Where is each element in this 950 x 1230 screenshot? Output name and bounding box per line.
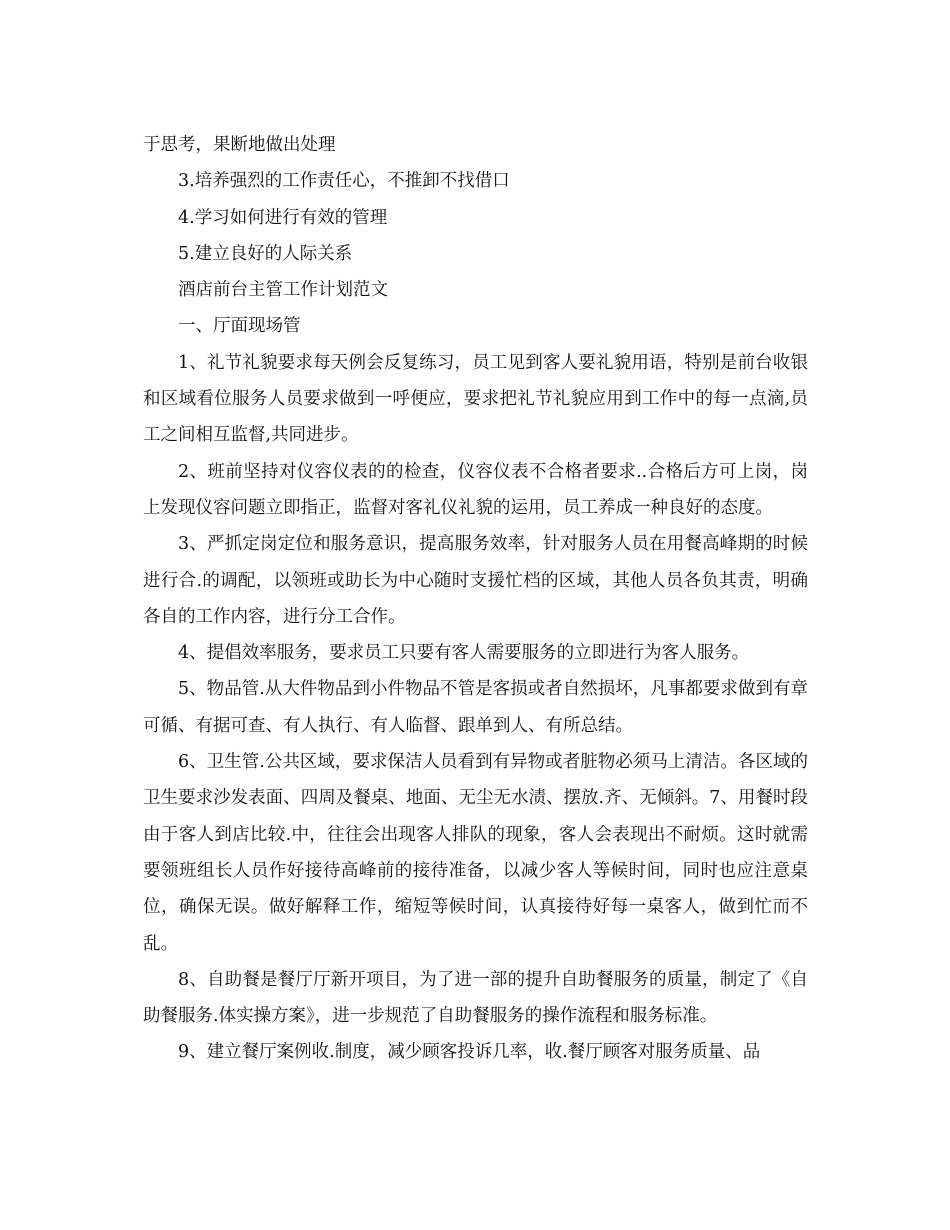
- paragraph: 1、礼节礼貌要求每天例会反复练习，员工见到客人要礼貌用语，特别是前台收银和区域看位服务人员要求做到一呼便应，要求把礼节礼貌应用到工作中的每一点滴,员工之间相互监督,共同进步。: [143, 352, 808, 446]
- section-heading: 一、厅面现场管: [178, 316, 301, 337]
- section-title: 酒店前台主管工作计划范文: [178, 280, 388, 301]
- paragraph: 4、提倡效率服务，要求员工只要有客人需要服务的立即进行为客人服务。: [178, 643, 750, 664]
- paragraph: 8、自助餐是餐厅厅新开项目，为了进一部的提升自助餐服务的质量，制定了《自助餐服务.体实操方案》，进一步规范了自助餐服务的操作流程和服务标准。: [143, 969, 808, 1027]
- document-body: [143, 127, 808, 1071]
- paragraph: 3、严抓定岗定位和服务意识，提高服务效率，针对服务人员在用餐高峰期的时候进行合.的调配，以领班或助长为中心随时支援忙档的区域，其他人员各负其责，明确各自的工作内容，进行分工合作。: [143, 534, 808, 627]
- paragraph: 6、卫生管.公共区域，要求保洁人员看到有异物或者脏物必须马上清洁。各区域的卫生要求沙发表面、四周及餐桌、地面、无尘无水渍、摆放.齐、无倾斜。7、用餐时段由于客人到店比较.中，往往会出现客人排队的现象，客人会表现出不耐烦。这时就需要领班组长人员作好接待高峰前的接待准备，以减少客人等候时间，同时也应注意桌位，确保无误。做好解释工作，缩短等候时间，认真接待好每一桌客人，做到忙而不乱。: [143, 752, 808, 954]
- paragraph: 9、建立餐厅案例收.制度，减少顾客投诉几率，收.餐厅顾客对服务质量、品: [178, 1042, 761, 1063]
- list-item: 3.培养强烈的工作责任心，不推卸不找借口: [178, 171, 510, 192]
- paragraph: 2、班前坚持对仪容仪表的的检查，仪容仪表不合格者要求..合格后方可上岗，岗上发现仪容问题立即指正，监督对客礼仪礼貌的运用，员工养成一种良好的态度。: [143, 461, 808, 518]
- list-item: 5.建立良好的人际关系: [178, 243, 353, 264]
- list-item: 4.学习如何进行有效的管理: [178, 207, 388, 228]
- paragraph: 5、物品管.从大件物品到小件物品不管是客损或者自然损坏，凡事都要求做到有章可循、有据可查、有人执行、有人临督、跟单到人、有所总结。: [143, 679, 808, 736]
- text-line: 于思考，果断地做出处理: [143, 135, 336, 155]
